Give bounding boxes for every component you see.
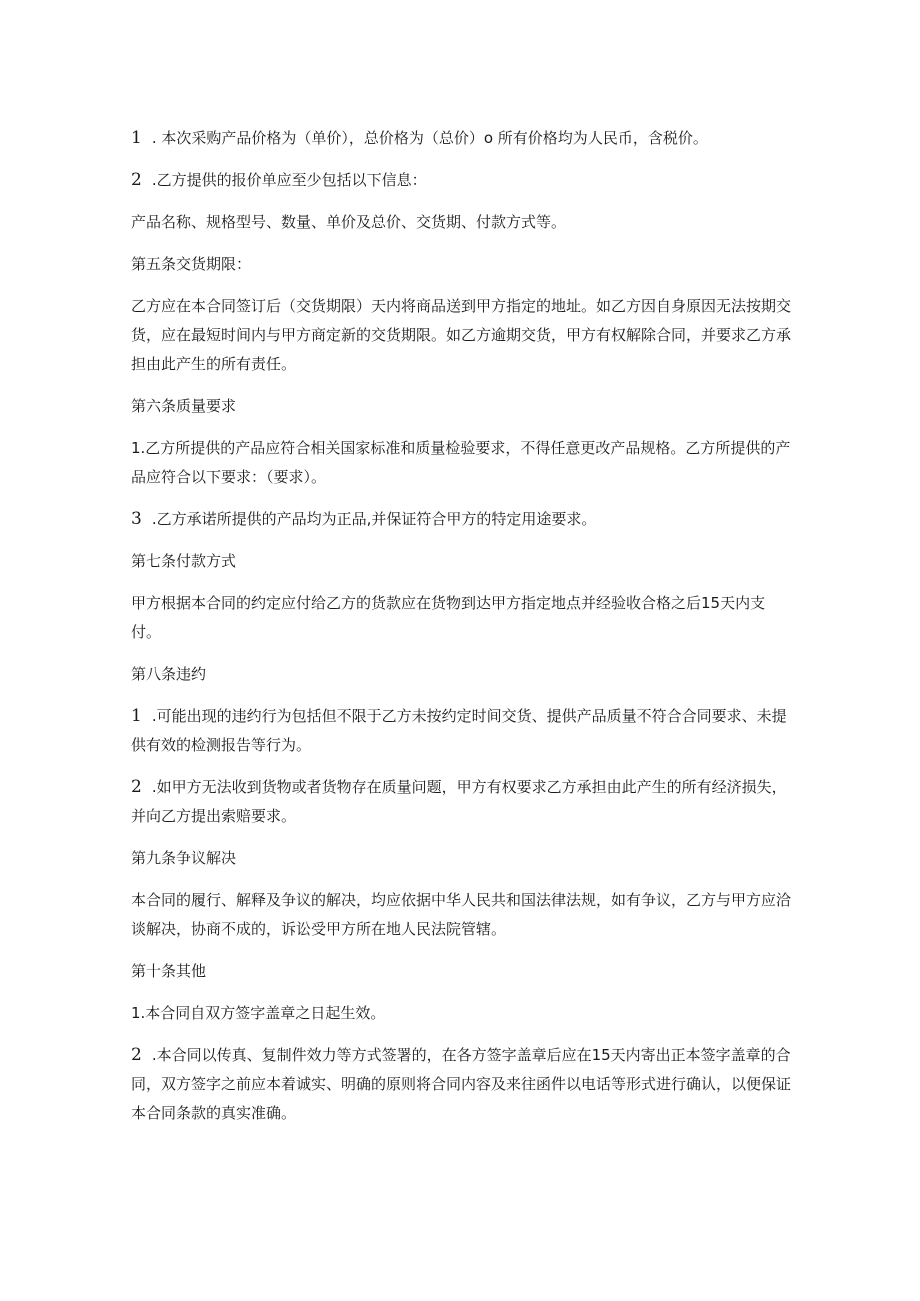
clause-9-body: 本合同的履行、解释及争议的解决，均应依据中华人民共和国法律法规，如有争议，乙方与甲方应洽谈解决，协商不成的，诉讼受甲方所在地人民法院管辖。: [131, 891, 792, 938]
clause-5-heading: 第五条交货期限：: [131, 255, 252, 273]
quote-info-list: 产品名称、规格型号、数量、单价及总价、交货期、付款方式等。: [131, 213, 567, 231]
item-number: 1: [131, 706, 142, 726]
item-text: .乙方提供的报价单应至少包括以下信息：: [151, 171, 427, 189]
clause-8-heading: 第八条违约: [131, 665, 207, 683]
clause-4-item-2: [131, 166, 791, 195]
item-text: .如甲方无法收到货物或者货物存在质量问题，甲方有权要求乙方承担由此产生的所有经济损失，并向乙方提出索赔要求。: [131, 778, 787, 825]
clause-10-item-2: [131, 1041, 791, 1128]
clause-9-heading: 第九条争议解决: [131, 849, 237, 867]
clause-8-item-1: [131, 702, 791, 760]
clause-6-heading: 第六条质量要求: [131, 397, 237, 415]
clause-6-item-1: 1.乙方所提供的产品应符合相关国家标准和质量检验要求，不得任意更改产品规格。乙方所提供的产品应符合以下要求：（要求）。: [131, 439, 791, 486]
item-number: 2: [131, 170, 142, 190]
document-page: [131, 124, 791, 1141]
item-text: .本合同以传真、复制件效力等方式签署的，在各方签字盖章后应在15天内寄出正本签字盖章的合同，双方签字之前应本着诚实、明确的原则将合同内容及来往函件以电话等形式进行确认，以便保证本合同条款的真实准确。: [131, 1046, 792, 1122]
clause-4-item-1: [131, 124, 791, 153]
clause-10-item-1: 1.本合同自双方签字盖章之日起生效。: [131, 1004, 386, 1022]
item-text: .可能出现的违约行为包括但不限于乙方未按约定时间交货、提供产品质量不符合合同要求、未提供有效的检测报告等行为。: [131, 707, 787, 754]
clause-5-body: 乙方应在本合同签订后（交货期限）天内将商品送到甲方指定的地址。如乙方因自身原因无法按期交货，应在最短时间内与甲方商定新的交货期限。如乙方逾期交货，甲方有权解除合同，并要求乙方承担由此产生的所有责任。: [131, 297, 792, 373]
item-number: 3: [131, 509, 142, 529]
item-text: . 本次采购产品价格为（单价），总价格为（总价）o 所有价格均为人民币，含税价。: [151, 129, 708, 147]
item-number: 1: [131, 128, 142, 148]
clause-7-heading: 第七条付款方式: [131, 552, 237, 570]
item-number: 2: [131, 1045, 142, 1065]
clause-6-item-3: [131, 505, 791, 534]
clause-7-body: 甲方根据本合同的约定应付给乙方的货款应在货物到达甲方指定地点并经验收合格之后15天内支付。: [131, 594, 766, 641]
clause-8-item-2: [131, 773, 791, 831]
item-number: 2: [131, 777, 142, 797]
item-text: .乙方承诺所提供的产品均为正品,并保证符合甲方的特定用途要求。: [151, 510, 597, 528]
clause-10-heading: 第十条其他: [131, 962, 207, 980]
